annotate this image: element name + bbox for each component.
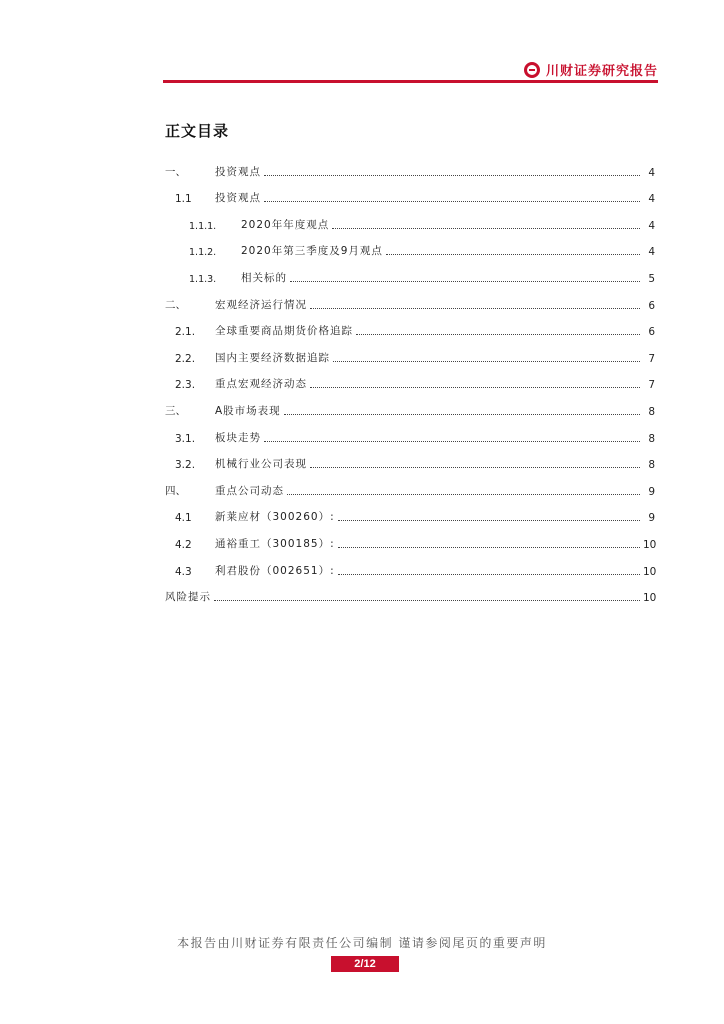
toc-entry[interactable] xyxy=(165,524,655,551)
toc-entry[interactable] xyxy=(165,418,655,445)
footer-disclaimer: 本报告由川财证券有限责任公司编制 谨请参阅尾页的重要声明 xyxy=(177,936,547,950)
toc-dot-leader xyxy=(332,228,640,229)
toc-entry[interactable] xyxy=(165,205,655,232)
toc-dot-leader xyxy=(264,441,640,442)
toc-entry-page: 4 xyxy=(648,219,655,232)
toc-entry-number: 2.3. xyxy=(175,379,196,392)
toc-entry-label: 重点宏观经济动态 xyxy=(215,378,307,391)
toc-entry[interactable] xyxy=(165,551,655,578)
toc-entry-page: 6 xyxy=(648,299,655,312)
toc-title: 正文目录 xyxy=(165,122,230,140)
chuancai-logo-icon xyxy=(524,62,540,78)
toc-dot-leader xyxy=(338,574,640,575)
table-of-contents xyxy=(165,120,655,604)
toc-entry-label: 投资观点 xyxy=(215,192,261,205)
toc-entry-label: 新莱应材（300260）: xyxy=(215,511,335,524)
toc-entry-label: 风险提示 xyxy=(165,591,211,604)
toc-entry[interactable] xyxy=(165,285,655,312)
toc-dot-leader xyxy=(333,361,640,362)
toc-entry-number: 1.1.3. xyxy=(189,273,217,285)
toc-dot-leader xyxy=(310,308,640,309)
toc-dot-leader xyxy=(338,520,640,521)
toc-entry-page: 5 xyxy=(648,272,655,285)
toc-entry-page: 7 xyxy=(648,379,655,392)
toc-entry-label: 板块走势 xyxy=(215,431,261,444)
brand-name: 川财证券研究报告 xyxy=(545,64,658,79)
toc-entry-page: 7 xyxy=(648,352,655,365)
toc-entry[interactable] xyxy=(165,179,655,206)
toc-entry-number: 二、 xyxy=(165,298,186,311)
toc-dot-leader xyxy=(264,175,640,176)
toc-entry-number: 3.2. xyxy=(175,459,196,472)
toc-entry-page: 8 xyxy=(648,432,655,445)
toc-entry[interactable] xyxy=(165,445,655,472)
toc-entry-number: 三、 xyxy=(165,404,186,417)
toc-entry-label: 利君股份（002651）: xyxy=(215,564,335,577)
toc-entry[interactable] xyxy=(165,498,655,525)
toc-dot-leader xyxy=(264,201,640,202)
toc-entry[interactable] xyxy=(165,365,655,392)
toc-entry[interactable] xyxy=(165,578,655,605)
toc-entry-label: 国内主要经济数据追踪 xyxy=(215,351,330,364)
toc-entry-number: 一、 xyxy=(165,165,186,178)
toc-entry-page: 10 xyxy=(643,565,657,578)
toc-entry-label: 重点公司动态 xyxy=(215,484,284,497)
page-number-badge: 2/12 xyxy=(331,956,399,972)
toc-entry[interactable] xyxy=(165,152,655,179)
toc-entry-label: 投资观点 xyxy=(215,165,261,178)
toc-dot-leader xyxy=(287,494,640,495)
toc-dot-leader xyxy=(214,600,640,601)
toc-entry-label: 2020年年度观点 xyxy=(241,218,330,231)
header-divider xyxy=(163,80,658,83)
toc-entry-page: 6 xyxy=(648,326,655,339)
toc-dot-leader xyxy=(310,467,640,468)
toc-entry-page: 4 xyxy=(648,166,655,179)
toc-dot-leader xyxy=(338,547,640,548)
toc-entry-label: 相关标的 xyxy=(241,271,287,284)
toc-entry-label: 2020年第三季度及9月观点 xyxy=(241,245,383,258)
toc-entry-page: 10 xyxy=(643,538,657,551)
toc-entry-page: 4 xyxy=(648,246,655,259)
toc-dot-leader xyxy=(284,414,640,415)
toc-entry-number: 2.2. xyxy=(175,352,196,365)
toc-entry-number: 4.1 xyxy=(175,512,192,525)
toc-entry-label: A股市场表现 xyxy=(215,404,281,417)
toc-entry-label: 宏观经济运行情况 xyxy=(215,298,307,311)
toc-entry-label: 机械行业公司表现 xyxy=(215,458,307,471)
toc-entry[interactable] xyxy=(165,471,655,498)
toc-dot-leader xyxy=(386,254,640,255)
toc-entry[interactable] xyxy=(165,258,655,285)
toc-entry-number: 3.1. xyxy=(175,432,196,445)
toc-entry-page: 4 xyxy=(648,193,655,206)
toc-entry[interactable] xyxy=(165,232,655,259)
toc-entry-number: 1.1 xyxy=(175,193,192,206)
page-header xyxy=(0,0,724,90)
toc-entry-number: 2.1. xyxy=(175,326,196,339)
toc-entry-page: 8 xyxy=(648,405,655,418)
toc-entry-number: 1.1.2. xyxy=(189,247,217,259)
toc-entry-label: 通裕重工（300185）: xyxy=(215,537,335,550)
toc-entry-number: 四、 xyxy=(165,484,186,497)
toc-entry-number: 4.3 xyxy=(175,565,192,578)
toc-entry[interactable] xyxy=(165,312,655,339)
toc-entry-number: 4.2 xyxy=(175,538,192,551)
toc-entry-page: 9 xyxy=(648,485,655,498)
toc-entry-number: 1.1.1. xyxy=(189,220,217,232)
toc-list xyxy=(165,152,655,604)
toc-dot-leader xyxy=(356,334,640,335)
toc-entry-page: 10 xyxy=(643,592,657,605)
toc-entry[interactable] xyxy=(165,338,655,365)
brand xyxy=(524,60,658,79)
toc-entry-page: 8 xyxy=(648,459,655,472)
toc-entry-page: 9 xyxy=(648,512,655,525)
toc-dot-leader xyxy=(310,387,640,388)
toc-dot-leader xyxy=(290,281,640,282)
toc-entry-label: 全球重要商品期货价格追踪 xyxy=(215,325,353,338)
toc-entry[interactable] xyxy=(165,391,655,418)
